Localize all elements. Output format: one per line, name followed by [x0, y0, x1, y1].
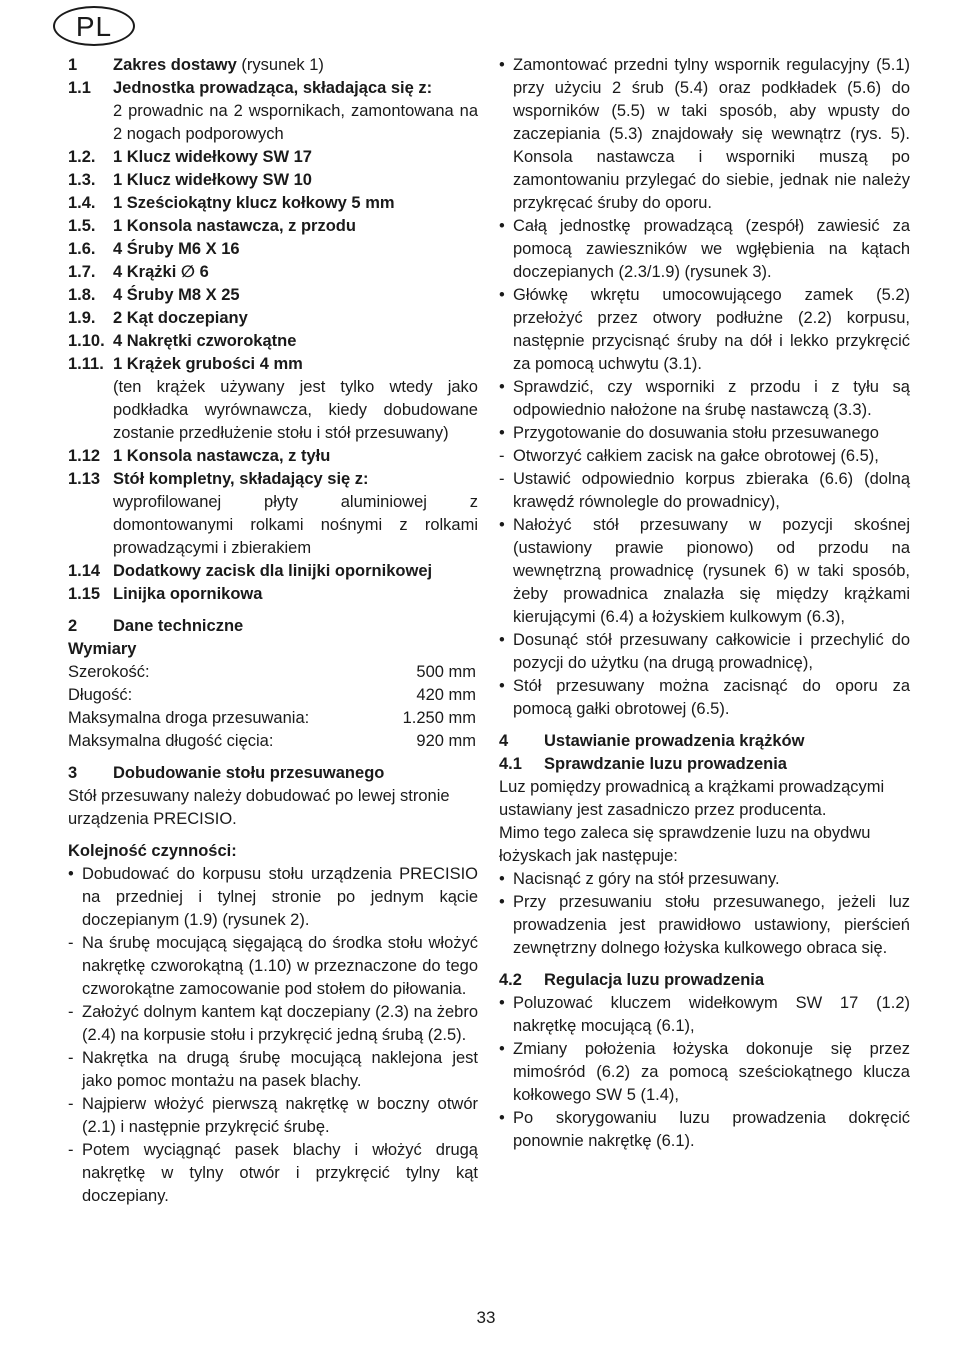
paragraph: Luz pomiędzy prowadnicą a krążkami prowadzącymi ustawiany jest zasadniczo przez producenta. — [499, 778, 885, 819]
dash-icon: - — [68, 934, 74, 952]
list-item-text: Przygotowanie do dosuwania stołu przesuwanego — [513, 424, 879, 442]
list-item — [499, 629, 910, 675]
item-text: 4 Śruby M8 X 25 — [113, 286, 240, 304]
list-item-text: Założyć dolnym kantem kąt doczepiany (2.3) na żebro (2.4) na korpusie stołu i przykręcić jedną śrubą (2.5). — [82, 1003, 478, 1044]
list-item — [499, 284, 910, 376]
check-steps-list — [499, 868, 910, 960]
dimension-value: 500 mm — [416, 663, 476, 681]
item-text: Dodatkowy zacisk dla linijki opornikowej — [113, 562, 433, 580]
section-1-heading — [68, 54, 478, 77]
bullet-icon: • — [499, 677, 505, 695]
item-text: 1 Sześciokątny klucz kołkowy 5 mm — [113, 194, 395, 212]
left-column — [68, 54, 478, 1208]
item-number: 1.8. — [68, 286, 96, 304]
right-column — [499, 54, 910, 1153]
item-text: Jednostka prowadząca, składająca się z: — [113, 79, 433, 97]
delivery-item — [68, 261, 478, 284]
delivery-item — [68, 238, 478, 261]
list-item-text: Nakrętka na drugą śrubę mocującą naklejona jest jako pomoc montażu na pasek blachy. — [82, 1049, 478, 1090]
dash-icon: - — [68, 1049, 74, 1067]
section-number: 4.1 — [499, 755, 522, 773]
item-number: 1.13 — [68, 470, 101, 488]
item-description: 2 prowadnic na 2 wspornikach, zamontowana na 2 nogach podporowych — [113, 102, 478, 143]
item-description: (ten krążek używany jest tylko wtedy jako podkładka wyrównawcza, kiedy dobudowane zostanie przedłużenie stołu i stół przesuwany) — [113, 378, 478, 442]
delivery-item — [68, 146, 478, 169]
bullet-icon: • — [499, 1040, 505, 1058]
item-number: 1.5. — [68, 217, 96, 235]
sequence-title: Kolejność czynności: — [68, 842, 237, 860]
bullet-icon: • — [499, 631, 505, 649]
item-text: 4 Krążki ∅ 6 — [113, 263, 209, 281]
section-title: Regulacja luzu prowadzenia — [544, 971, 765, 989]
dimension-value: 920 mm — [416, 732, 476, 750]
bullet-icon: • — [499, 870, 505, 888]
list-item-text: Poluzować kluczem widełkowym SW 17 (1.2) nakrętkę mocującą (6.1), — [513, 994, 910, 1035]
mounting-steps-list — [499, 54, 910, 721]
delivery-item — [68, 468, 478, 491]
bullet-icon: • — [499, 56, 505, 74]
list-item — [499, 445, 910, 468]
section-title: Dobudowanie stołu przesuwanego — [113, 764, 385, 782]
list-item — [68, 1047, 478, 1093]
section-title: Ustawianie prowadzenia krążków — [544, 732, 805, 750]
bullet-icon: • — [499, 994, 505, 1012]
section-title: Sprawdzanie luzu prowadzenia — [544, 755, 787, 773]
dimension-label: Długość: — [68, 686, 133, 704]
dimension-row — [68, 684, 478, 707]
dash-icon: - — [68, 1095, 74, 1113]
list-item — [499, 1038, 910, 1107]
dimensions-table — [68, 661, 478, 753]
dimension-value: 420 mm — [416, 686, 476, 704]
list-item-text: Po skorygowaniu luzu prowadzenia dokręcić ponownie nakrętkę (6.1). — [513, 1109, 910, 1150]
page-number: 33 — [476, 1308, 496, 1327]
item-text: 4 Nakrętki czworokątne — [113, 332, 297, 350]
bullet-icon: • — [499, 286, 505, 304]
item-text: 1 Konsola nastawcza, z tyłu — [113, 447, 331, 465]
item-number: 1.9. — [68, 309, 96, 327]
item-number: 1.11. — [68, 355, 104, 373]
dimension-row — [68, 730, 478, 753]
bullet-icon: • — [499, 217, 505, 235]
section-title: Zakres dostawy — [113, 56, 237, 74]
section-title-suffix: (rysunek 1) — [236, 56, 324, 74]
dimension-label: Maksymalna długość cięcia: — [68, 732, 274, 750]
delivery-item — [68, 284, 478, 307]
item-number: 1.7. — [68, 263, 96, 281]
item-text: 1 Klucz widełkowy SW 10 — [113, 171, 312, 189]
list-item-text: Zmiany położenia łożyska dokonuje się przez mimośród (6.2) za pomocą sześciokątnego klucza kołkowego SW 5 (1.4), — [513, 1040, 910, 1104]
section-number: 3 — [68, 764, 78, 782]
item-number: 1.6. — [68, 240, 96, 258]
delivery-item — [68, 192, 478, 215]
list-item — [499, 376, 910, 422]
section-4-2-heading — [499, 969, 910, 992]
section-3-heading — [68, 762, 478, 785]
list-item — [499, 54, 910, 215]
item-number: 1.10. — [68, 332, 105, 350]
item-number: 1.4. — [68, 194, 96, 212]
language-code: PL — [75, 10, 113, 42]
list-item — [499, 1107, 910, 1153]
item-text: 2 Kąt doczepiany — [113, 309, 248, 327]
delivery-item — [68, 307, 478, 330]
item-text: Linijka opornikowa — [113, 585, 263, 603]
delivery-item — [68, 583, 478, 606]
item-text: 1 Konsola nastawcza, z przodu — [113, 217, 356, 235]
section-4-heading — [499, 730, 910, 753]
bullet-icon: • — [499, 1109, 505, 1127]
section-number: 4.2 — [499, 971, 522, 989]
list-item — [68, 1001, 478, 1047]
list-item — [499, 992, 910, 1038]
delivery-item — [68, 330, 478, 353]
list-item-text: Nacisnąć z góry na stół przesuwany. — [513, 870, 780, 888]
delivery-item — [68, 353, 478, 376]
dash-icon: - — [68, 1141, 74, 1159]
item-number: 1.3. — [68, 171, 96, 189]
item-number: 1.15 — [68, 585, 101, 603]
list-item-text: Na śrubę mocującą sięgającą do środka stołu włożyć nakrętkę czworokątną (1.10) w przeznaczone do tego czworokątne zamocowanie pod stołem do piłowania. — [82, 934, 478, 998]
list-item-text: Dosunąć stół przesuwany całkowicie i przechylić do pozycji do użytku (na drugą prowadnicę), — [513, 631, 910, 672]
bullet-icon: • — [499, 378, 505, 396]
list-item-text: Otworzyć całkiem zacisk na gałce obrotowej (6.5), — [513, 447, 879, 465]
dimensions-title: Wymiary — [68, 640, 137, 658]
section-2-heading — [68, 615, 478, 638]
list-item-text: Najpierw włożyć pierwszą nakrętkę w boczny otwór (2.1) i następnie przykręcić śrubę. — [82, 1095, 478, 1136]
list-item — [68, 932, 478, 1001]
delivery-items-list — [68, 77, 478, 606]
section-3-text: Stół przesuwany należy dobudować po lewej stronie urządzenia PRECISIO. — [68, 787, 450, 828]
list-item — [499, 675, 910, 721]
list-item-text: Dobudować do korpusu stołu urządzenia PRECISIO na przedniej i tylnej stronie po jednym kącie doczepianym (1.9) (rysunek 2). — [82, 865, 478, 929]
list-item-text: Główkę wkrętu umocowującego zamek (5.2) przełożyć przez otwory podłużne (2.2) korpusu, następnie przycisnąć śruby na dół i lekko przykręcić za pomocą uchwytu (3.1). — [513, 286, 910, 373]
list-item-text: Stół przesuwany można zacisnąć do oporu za pomocą gałki obrotowej (6.5). — [513, 677, 910, 718]
bullet-icon: • — [499, 424, 505, 442]
list-item-text: Nałożyć stół przesuwany w pozycji skośnej (ustawiony prawie pionowo) od przodu na wewnętrzną prowadnicę (rysunek 6) w taki sposób, żeby prowadnica znalazła się między krążkami kierującymi (6.4) a łożyskiem kulkowym (6.3), — [513, 516, 910, 626]
dimension-label: Maksymalna droga przesuwania: — [68, 709, 310, 727]
item-number: 1.12 — [68, 447, 101, 465]
section-number: 1 — [68, 56, 78, 74]
list-item — [68, 1093, 478, 1139]
item-number: 1.14 — [68, 562, 101, 580]
item-text: Stół kompletny, składający się z: — [113, 470, 369, 488]
list-item-text: Ustawić odpowiednio korpus zbieraka (6.6) (dolną krawędź równolegle do prowadnicy), — [513, 470, 910, 511]
list-item-text: Sprawdzić, czy wsporniki z przodu i z tyłu są odpowiednio nałożone na śrubę nastawczą (3.3). — [513, 378, 910, 419]
list-item — [499, 468, 910, 514]
language-badge — [53, 6, 135, 46]
delivery-item — [68, 77, 478, 100]
bullet-icon: • — [68, 865, 74, 883]
item-number: 1.2. — [68, 148, 96, 166]
sequence-list — [68, 863, 478, 1208]
adjust-steps-list — [499, 992, 910, 1153]
dash-icon: - — [499, 470, 505, 488]
item-text: 1 Klucz widełkowy SW 17 — [113, 148, 312, 166]
list-item-text: Potem wyciągnąć pasek blachy i włożyć drugą nakrętkę w tylny otwór i przykręcić tylny kąt doczepiany. — [82, 1141, 478, 1205]
section-number: 4 — [499, 732, 509, 750]
list-item-text: Przy przesuwaniu stołu przesuwanego, jeżeli luz prowadzenia jest prawidłowo ustawiony, pierścień zewnętrzny dolnego łożyska kulkowego obraca się. — [513, 893, 910, 957]
delivery-item — [68, 169, 478, 192]
list-item — [68, 863, 478, 932]
dimension-row — [68, 707, 478, 730]
list-item — [499, 422, 910, 445]
section-title: Dane techniczne — [113, 617, 244, 635]
list-item — [499, 514, 910, 629]
section-4-1-heading — [499, 753, 910, 776]
item-description: wyprofilowanej płyty aluminiowej z domontowanymi rolkami nośnymi z rolkami prowadzącymi i zbierakiem — [113, 493, 478, 557]
delivery-item — [68, 445, 478, 468]
section-number: 2 — [68, 617, 78, 635]
delivery-item — [68, 560, 478, 583]
delivery-item — [68, 215, 478, 238]
dimension-value: 1.250 mm — [402, 709, 476, 727]
item-number: 1.1 — [68, 79, 91, 97]
paragraph: Mimo tego zaleca się sprawdzenie luzu na obydwu łożyskach jak następuje: — [499, 824, 871, 865]
list-item-text: Zamontować przedni tylny wspornik regulacyjny (5.1) przy użyciu 2 śrub (5.4) oraz podkładek (5.6) do wsporników (5.5) w taki sposób, aby wpusty do zaczepiania (5.3) znajdowały się wewnątrz (rys. 5). Konsola nastawcza i wsporniki muszą po zamontowaniu przylegać do siebie, jednak nie należy przykręcać śruby do oporu. — [513, 56, 910, 212]
dimension-label: Szerokość: — [68, 663, 150, 681]
item-text: 1 Krążek grubości 4 mm — [113, 355, 303, 373]
dimension-row — [68, 661, 478, 684]
list-item-text: Całą jednostkę prowadzącą (zespół) zawiesić za pomocą zawieszników we wgłębienia na kątach doczepianych (2.3/1.9) (rysunek 3). — [513, 217, 910, 281]
list-item — [499, 868, 910, 891]
bullet-icon: • — [499, 893, 505, 911]
list-item — [499, 891, 910, 960]
list-item — [499, 215, 910, 284]
item-text: 4 Śruby M6 X 16 — [113, 240, 240, 258]
bullet-icon: • — [499, 516, 505, 534]
list-item — [68, 1139, 478, 1208]
dash-icon: - — [499, 447, 505, 465]
dash-icon: - — [68, 1003, 74, 1021]
